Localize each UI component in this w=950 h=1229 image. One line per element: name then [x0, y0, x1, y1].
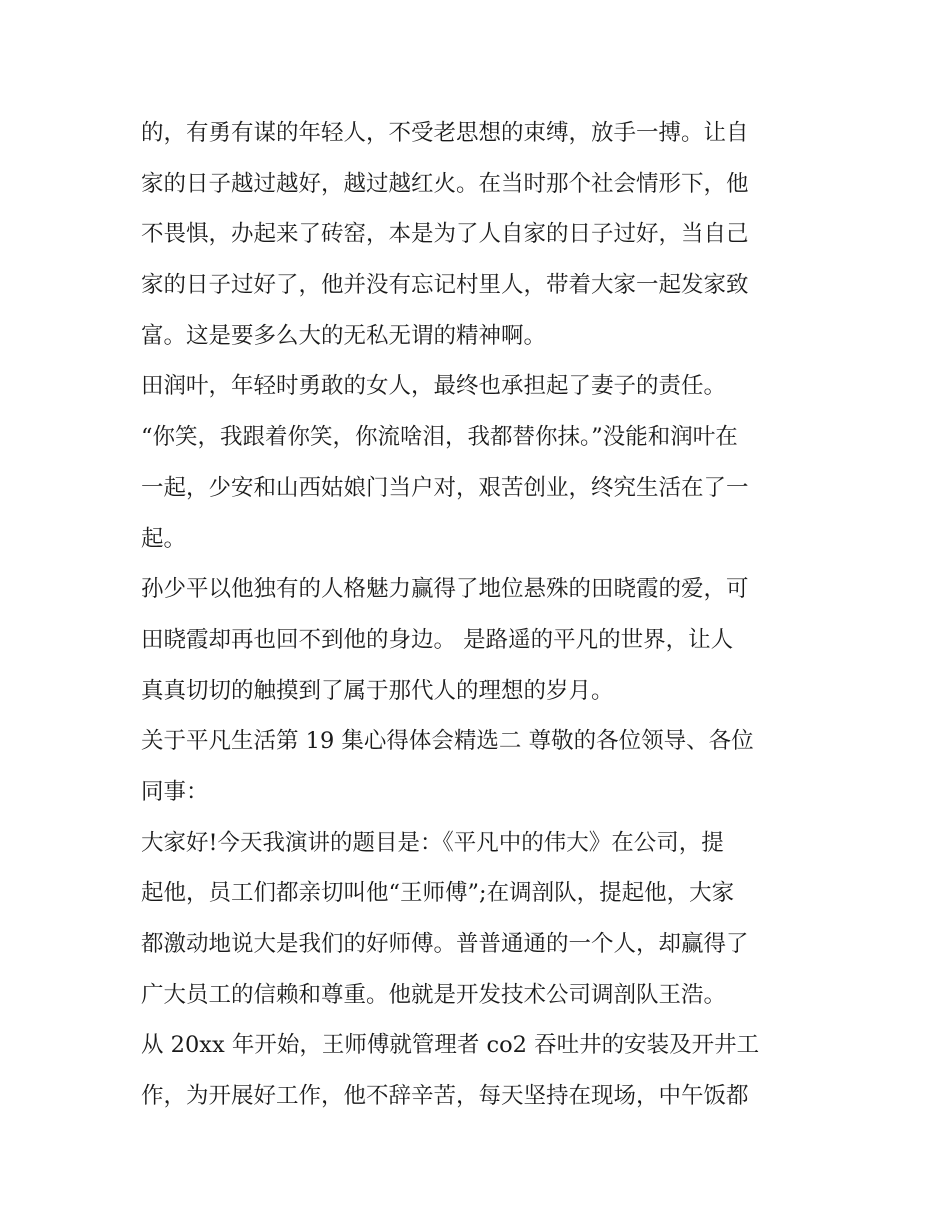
text-line: 家的日子过好了，他并没有忘记村里人，带着大家一起发家致: [141, 272, 749, 299]
text-line: 孙少平以他独有的人格魅力赢得了地位悬殊的田晓霞的爱，可: [141, 576, 749, 603]
text-line: 从 20xx 年开始，王师傅就管理者 co2 吞吐井的安装及开井工: [141, 1032, 760, 1059]
text-line: 田晓霞却再也回不到他的身边。 是路遥的平凡的世界，让人: [141, 626, 734, 653]
text-line: 富。这是要多么大的无私无谓的精神啊。: [141, 322, 547, 349]
document-body: [141, 108, 813, 1122]
text-line: 广大员工的信赖和尊重。他就是开发技术公司调剖队王浩。: [141, 981, 727, 1008]
text-line: 田润叶，年轻时勇敢的女人，最终也承担起了妻子的责任。: [141, 373, 727, 400]
text-line: 一起，少安和山西姑娘门当户对，艰苦创业，终究生活在了一: [141, 474, 749, 501]
text-line: 大家好!今天我演讲的题目是：《平凡中的伟大》在公司，提: [141, 829, 724, 856]
text-line: 的，有勇有谋的年轻人，不受老思想的束缚，放手一搏。让自: [141, 120, 749, 146]
text-line: 作，为开展好工作，他不辞辛苦，每天坚持在现场，中午饭都: [141, 1083, 749, 1110]
text-line: 关于平凡生活第 19 集心得体会精选二 尊敬的各位领导、各位: [141, 728, 754, 755]
text-line: 不畏惧，办起来了砖窑，本是为了人自家的日子过好，当自己: [141, 221, 749, 248]
text-line: 起他，员工们都亲切叫他“王师傅”;在调剖队，提起他，大家: [141, 880, 735, 907]
text-line: 家的日子越过越好，越过越红火。在当时那个社会情形下，他: [141, 170, 749, 197]
text-line: 同事：: [141, 778, 209, 805]
text-line: 都激动地说大是我们的好师傅。普普通通的一个人，却赢得了: [141, 931, 749, 957]
text-line: 真真切切的触摸到了属于那代人的理想的岁月。: [141, 677, 614, 704]
text-line: “你笑，我跟着你笑，你流啥泪，我都替你抹。”没能和润叶在: [141, 424, 738, 451]
text-line: 起。: [141, 525, 187, 552]
